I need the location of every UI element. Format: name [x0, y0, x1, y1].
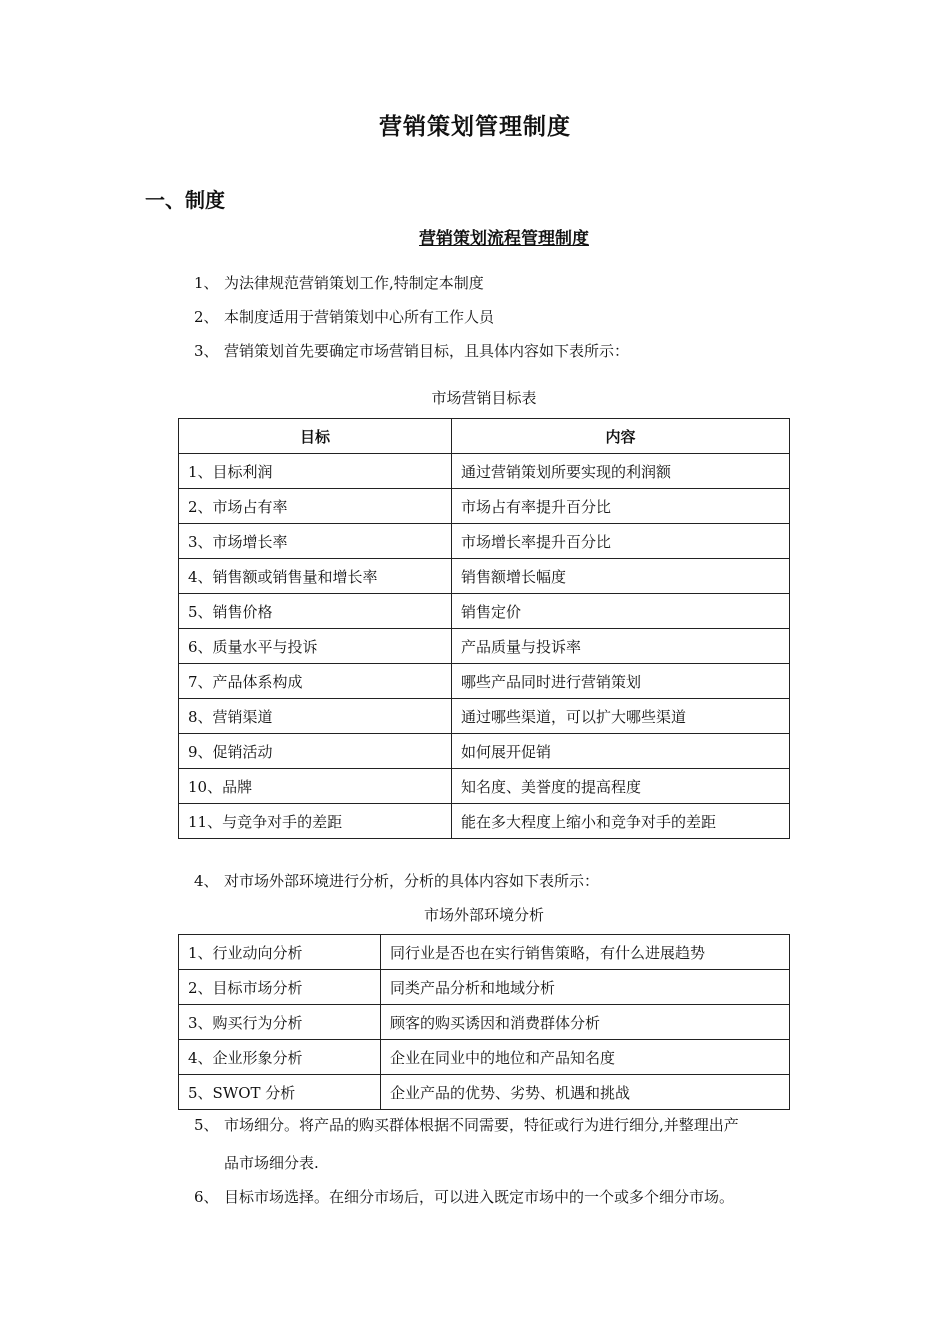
table-cell: 1、行业动向分析 [179, 935, 381, 970]
table-cell: 1、目标利润 [179, 454, 452, 489]
table-cell: 10、品牌 [179, 769, 452, 804]
table-cell: 4、企业形象分析 [179, 1040, 381, 1075]
paragraph-number: 3、 [194, 342, 219, 360]
table-cell: 顾客的购买诱因和消费群体分析 [381, 1005, 790, 1040]
paragraph-text: 市场细分。将产品的购买群体根据不同需要，特征或行为进行细分,并整理出产 [224, 1116, 739, 1134]
table-header-cell: 内容 [452, 419, 790, 454]
table-cell: 3、购买行为分析 [179, 1005, 381, 1040]
table-cell: 如何展开促销 [452, 734, 790, 769]
table-cell: 销售额增长幅度 [452, 559, 790, 594]
external-environment-table [178, 934, 790, 1110]
paragraph-text: 目标市场选择。在细分市场后，可以进入既定市场中的一个或多个细分市场。 [224, 1188, 735, 1206]
table-row [179, 489, 790, 524]
table-row [179, 734, 790, 769]
table-cell: 通过营销策划所要实现的利润额 [452, 454, 790, 489]
paragraph-5-continuation: 品市场细分表. [224, 1154, 319, 1172]
paragraph-3 [194, 340, 629, 361]
paragraph-number: 5、 [194, 1116, 219, 1134]
table-cell: 通过哪些渠道，可以扩大哪些渠道 [452, 699, 790, 734]
table-cell: 同行业是否也在实行销售策略，有什么进展趋势 [381, 935, 790, 970]
table-row [179, 594, 790, 629]
paragraph-2 [194, 306, 494, 327]
paragraph-4 [194, 870, 599, 891]
paragraph-number: 6、 [194, 1188, 219, 1206]
table-row [179, 1040, 790, 1075]
table-cell: 4、销售额或销售量和增长率 [179, 559, 452, 594]
table-row [179, 454, 790, 489]
table-row [179, 524, 790, 559]
table-row [179, 804, 790, 839]
table-row [179, 769, 790, 804]
table-cell: 5、SWOT 分析 [179, 1075, 381, 1110]
paragraph-number: 4、 [194, 872, 219, 890]
paragraph-number: 1、 [194, 274, 219, 292]
table-row [179, 1075, 790, 1110]
marketing-goals-table [178, 418, 790, 839]
table-cell: 市场增长率提升百分比 [452, 524, 790, 559]
table-cell: 6、质量水平与投诉 [179, 629, 452, 664]
document-title: 营销策划管理制度 [379, 114, 571, 140]
paragraph-text: 对市场外部环境进行分析，分析的具体内容如下表所示： [224, 872, 600, 890]
table1-caption: 市场营销目标表 [431, 389, 537, 407]
table-cell: 5、销售价格 [179, 594, 452, 629]
table2-caption: 市场外部环境分析 [423, 906, 544, 924]
table-cell: 产品质量与投诉率 [452, 629, 790, 664]
table-row [179, 970, 790, 1005]
table-row [179, 1005, 790, 1040]
paragraph-1 [194, 272, 484, 293]
table-row [179, 699, 790, 734]
table-cell: 7、产品体系构成 [179, 664, 452, 699]
table-cell: 8、营销渠道 [179, 699, 452, 734]
table-row [179, 559, 790, 594]
subtitle: 营销策划流程管理制度 [419, 229, 589, 249]
table-row [179, 935, 790, 970]
table-cell: 2、市场占有率 [179, 489, 452, 524]
paragraph-text: 本制度适用于营销策划中心所有工作人员 [224, 308, 495, 326]
table-header-row [179, 419, 790, 454]
table-cell: 企业产品的优势、劣势、机遇和挑战 [381, 1075, 790, 1110]
table-cell: 2、目标市场分析 [179, 970, 381, 1005]
table-header-cell: 目标 [179, 419, 452, 454]
paragraph-text: 为法律规范营销策划工作,特制定本制度 [224, 274, 484, 292]
paragraph-text: 营销策划首先要确定市场营销目标，且具体内容如下表所示： [224, 342, 630, 360]
table-cell: 市场占有率提升百分比 [452, 489, 790, 524]
paragraph-5 [194, 1114, 739, 1135]
section-heading: 一、制度 [145, 188, 225, 212]
paragraph-6 [194, 1186, 734, 1207]
table-cell: 3、市场增长率 [179, 524, 452, 559]
paragraph-number: 2、 [194, 308, 219, 326]
table-cell: 销售定价 [452, 594, 790, 629]
table-row [179, 664, 790, 699]
table-cell: 同类产品分析和地域分析 [381, 970, 790, 1005]
table-row [179, 629, 790, 664]
table-cell: 能在多大程度上缩小和竞争对手的差距 [452, 804, 790, 839]
table-cell: 11、与竞争对手的差距 [179, 804, 452, 839]
table-cell: 企业在同业中的地位和产品知名度 [381, 1040, 790, 1075]
table-cell: 9、促销活动 [179, 734, 452, 769]
table-cell: 知名度、美誉度的提高程度 [452, 769, 790, 804]
table-cell: 哪些产品同时进行营销策划 [452, 664, 790, 699]
